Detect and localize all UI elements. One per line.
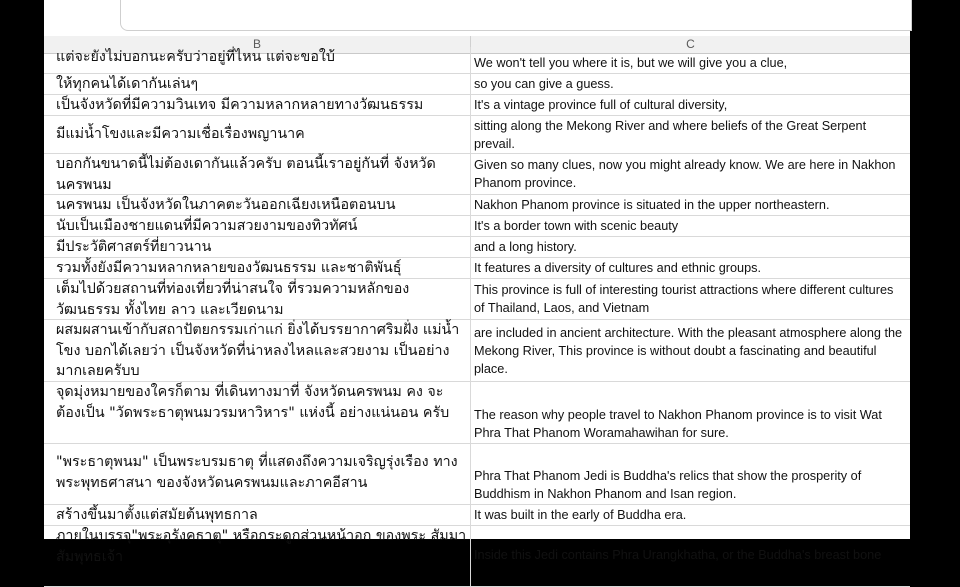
cell-english[interactable]: Inside this Jedi contains Phra Urangkhatha, or the Buddha's breast bone: [474, 548, 882, 562]
table-row[interactable]: [44, 116, 910, 154]
cell-thai[interactable]: ให้ทุกคนได้เดากันเล่นๆ: [44, 74, 471, 94]
cell-thai[interactable]: แต่จะยังไม่บอกนะครับว่าอยู่ที่ไหน แต่จะขอใบ้: [44, 47, 471, 73]
table-row[interactable]: [44, 49, 910, 74]
table-row[interactable]: [44, 444, 910, 505]
cell-english[interactable]: Nakhon Phanom province is situated in the upper northeastern.: [474, 198, 830, 212]
cell-thai[interactable]: เต็มไปด้วยสถานที่ท่องเที่ยวที่น่าสนใจ ที่รวมความหลักของ วัฒนธรรม ทั้งไทย ลาว และเวียดนาม: [44, 279, 471, 319]
table-row[interactable]: [44, 154, 910, 195]
cell-english[interactable]: are included in ancient architecture. With the pleasant atmosphere along the Mekong River, This province is without doubt a fascinating and beautiful place.: [474, 325, 903, 376]
cell-thai[interactable]: นับเป็นเมืองชายแดนที่มีความสวยงามของทิวทัศน์: [44, 216, 471, 236]
table-row[interactable]: [44, 382, 910, 444]
table-row[interactable]: [44, 195, 910, 216]
table-row[interactable]: [44, 320, 910, 382]
cell-thai[interactable]: มีแม่น้ำโขงและมีความเชื่อเรื่องพญานาค: [44, 116, 471, 153]
cell-thai[interactable]: สร้างขึ้นมาตั้งแต่สมัยต้นพุทธกาล: [44, 505, 471, 525]
cell-english[interactable]: sitting along the Mekong River and where beliefs of the Great Serpent prevail.: [474, 118, 867, 151]
formula-bar-input[interactable]: [120, 0, 912, 31]
cell-thai[interactable]: มีประวัติศาสตร์ที่ยาวนาน: [44, 237, 471, 257]
table-row[interactable]: [44, 258, 910, 279]
table-row[interactable]: [44, 216, 910, 237]
table-row[interactable]: [44, 505, 910, 526]
table-row[interactable]: [44, 237, 910, 258]
spreadsheet: [44, 0, 910, 565]
cell-thai[interactable]: นครพนม เป็นจังหวัดในภาคตะวันออกเฉียงเหนือตอนบน: [44, 195, 471, 215]
cell-english[interactable]: It's a border town with scenic beauty: [474, 219, 679, 233]
cell-english[interactable]: We won't tell you where it is, but we will give you a clue,: [474, 56, 788, 70]
table-row[interactable]: [44, 279, 910, 320]
cell-english[interactable]: It was built in the early of Buddha era.: [474, 508, 687, 522]
cell-thai[interactable]: เป็นจังหวัดที่มีความวินเทจ มีความหลากหลายทางวัฒนธรรม: [44, 95, 471, 115]
sheet-rows: [44, 49, 910, 587]
cell-english[interactable]: It features a diversity of cultures and ethnic groups.: [474, 261, 762, 275]
cell-thai[interactable]: "พระธาตุพนม" เป็นพระบรมธาตุ ที่แสดงถึงความเจริญรุ่งเรือง ทางพระพุทธศาสนา ของจังหวัดนครพนมและภาคอีสาน: [44, 444, 471, 504]
cell-english[interactable]: It's a vintage province full of cultural diversity,: [474, 98, 728, 112]
cell-english[interactable]: This province is full of interesting tourist attractions where different cultures of Thailand, Laos, and Vietnam: [474, 283, 894, 315]
cell-thai[interactable]: ผสมผสานเข้ากับสถาปัตยกรรมเก่าแก่ ยิ่งได้บรรยากาศริมฝั่ง แม่น้ำโขง บอกได้เลยว่า เป็นจังหวัดที่น่าหลงไหลและสวยงาม เป็นอย่างมากเลยครับบ: [44, 320, 471, 381]
cell-english[interactable]: so you can give a guess.: [474, 77, 614, 91]
column-header-b[interactable]: B: [44, 36, 471, 54]
cell-thai[interactable]: จุดมุ่งหมายของใครก็ตาม ที่เดินทางมาที่ จังหวัดนครพนม คง จะต้องเป็น "วัดพระธาตุพนมวรมหาวิหาร" แห่งนี้ อย่างแน่นอน ครับ: [44, 382, 471, 443]
table-row[interactable]: [44, 95, 910, 116]
cell-thai[interactable]: ภายในบรรจุ"พระอุรังคธาตุ" หรือกระดูกส่วนหน้าอก ของพระ สัมมาสัมพุทธเจ้า: [44, 526, 471, 586]
cell-english[interactable]: and a long history.: [474, 240, 577, 254]
cell-english[interactable]: The reason why people travel to Nakhon Phanom province is to visit Wat Phra That Phanom Woramahawihan for sure.: [474, 408, 882, 440]
cell-thai[interactable]: บอกกันขนาดนี้ไม่ต้องเดากันแล้วครับ ตอนนี้เราอยู่กันที่ จังหวัดนครพนม: [44, 154, 471, 194]
column-header-c[interactable]: C: [471, 36, 910, 54]
cell-english[interactable]: Phra That Phanom Jedi is Buddha's relics that show the prosperity of Buddhism in Nakhon Phanom and Isan region.: [474, 469, 862, 501]
toolbar-area: [44, 0, 910, 36]
cell-english[interactable]: Given so many clues, now you might already know. We are here in Nakhon Phanom province.: [474, 158, 896, 190]
table-row[interactable]: [44, 74, 910, 95]
table-row[interactable]: [44, 526, 910, 587]
cell-thai[interactable]: รวมทั้งยังมีความหลากหลายของวัฒนธรรม และชาติพันธุ์: [44, 258, 471, 278]
